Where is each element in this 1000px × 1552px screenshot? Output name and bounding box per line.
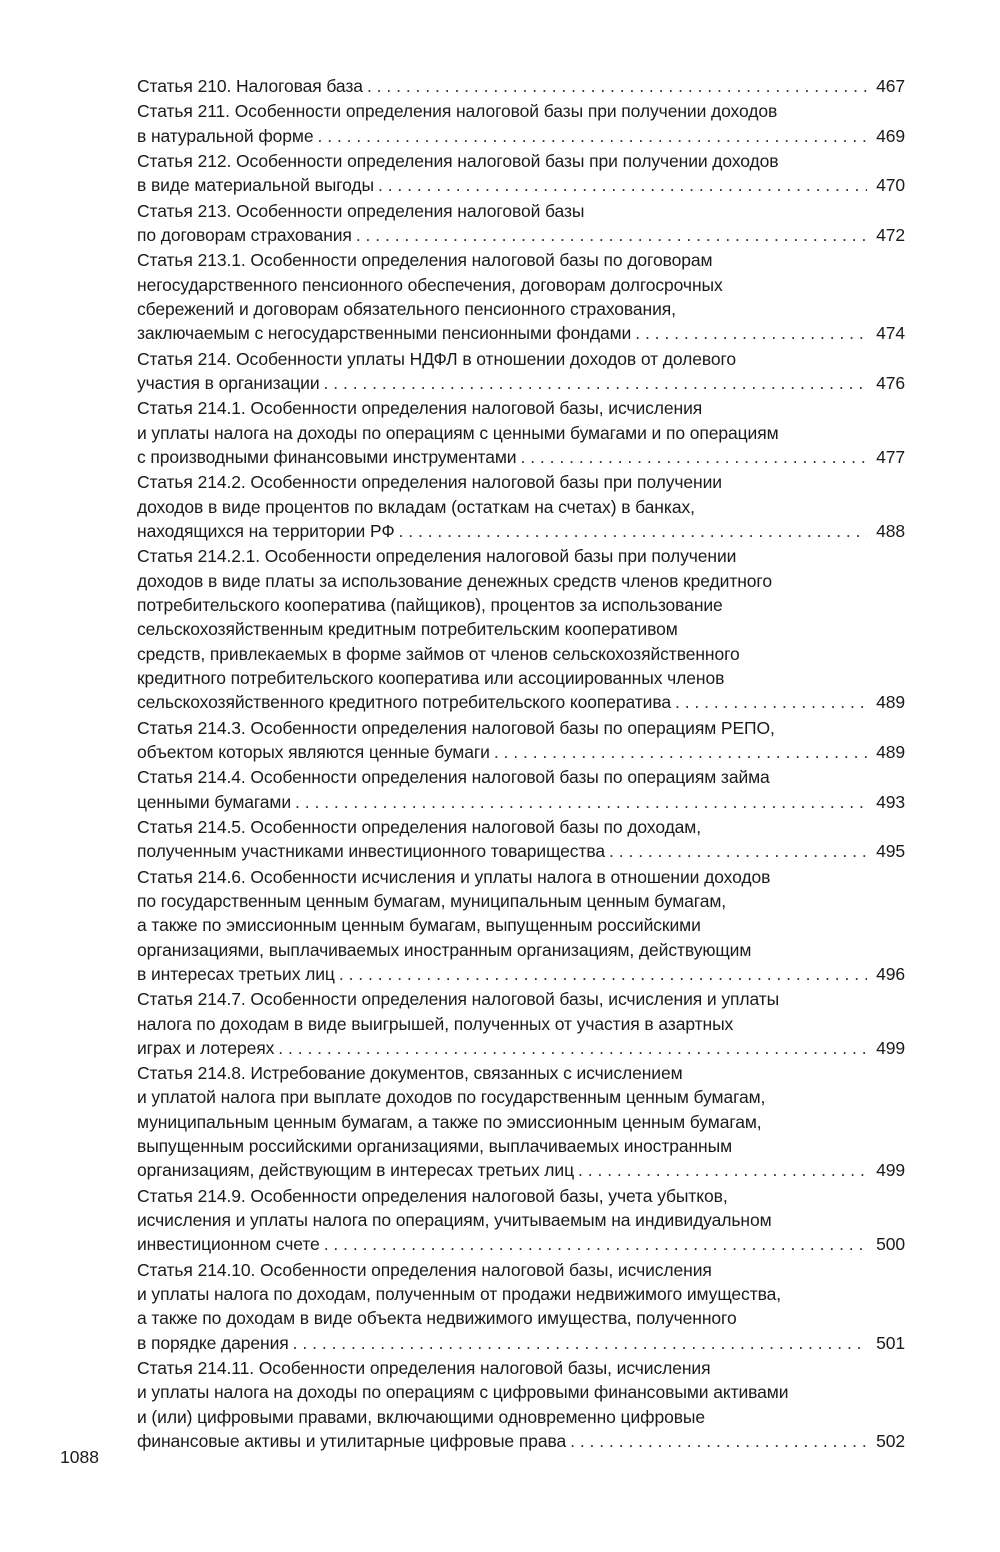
toc-entry-title-line: средств, привлекаемых в форме займов от членов сельскохозяйственного	[137, 643, 740, 664]
toc-entry-last-line	[137, 740, 905, 764]
toc-entry-title-line: полученным участниками инвестиционного товарищества	[137, 841, 606, 862]
toc-entry-title-line: Статья 211. Особенности определения налоговой базы при получении доходов	[137, 101, 778, 122]
toc-entry-title-line: Статья 214.3. Особенности определения налоговой базы по операциям РЕПО,	[137, 717, 775, 738]
toc-entry-last-line	[137, 1158, 905, 1182]
toc-entry-last-line	[137, 124, 905, 148]
toc-entry	[137, 765, 905, 814]
toc-entry-title-line: и уплаты налога на доходы по операциям с ценными бумагами и по операциям	[137, 422, 779, 443]
toc-entry-page: 472	[876, 225, 905, 246]
toc-entry-last-line	[137, 962, 905, 986]
toc-entry-title-line: выпущенным российскими организациями, выплачиваемых иностранным	[137, 1136, 733, 1157]
leader-dots	[635, 321, 867, 345]
toc-entry-page: 489	[876, 741, 905, 762]
toc-entry-page: 501	[876, 1332, 905, 1353]
toc-entry-title-line: и уплаты налога по доходам, полученным от продажи недвижимого имущества,	[137, 1284, 782, 1305]
leader-dots	[356, 223, 867, 247]
toc-entry-page: 499	[876, 1037, 905, 1058]
toc-entry	[137, 716, 905, 765]
toc-entry-last-line	[137, 690, 905, 714]
leader-dots	[520, 445, 867, 469]
toc-entry-page: 467	[876, 76, 905, 96]
toc-entry-title-line: Статья 214.9. Особенности определения налоговой базы, учета убытков,	[137, 1185, 728, 1206]
toc-entry	[137, 149, 905, 198]
toc-entry-title-line: негосударственного пенсионного обеспечения, договорам долгосрочных	[137, 274, 723, 295]
toc-entry-title-line: кредитного потребительского кооператива или ассоциированных членов	[137, 667, 725, 688]
toc-entry-title-line: по договорам страхования	[137, 225, 352, 246]
toc-entry-title-line: Статья 210. Налоговая база	[137, 76, 363, 96]
leader-dots	[399, 519, 867, 543]
toc-entry	[137, 1061, 905, 1182]
toc-entry-title-line: сельскохозяйственного кредитного потребительского кооператива	[137, 692, 671, 713]
leader-dots	[318, 124, 868, 148]
toc-entry-title-line: потребительского кооператива (пайщиков), процентов за использование	[137, 594, 723, 615]
toc-entry-last-line	[137, 223, 905, 247]
toc-entry-last-line	[137, 1036, 905, 1060]
toc-entry-title-line: Статья 213. Особенности определения налоговой базы	[137, 200, 585, 221]
toc-entry-page: 488	[876, 521, 905, 541]
toc-entry-last-line	[137, 445, 905, 469]
toc-entry-title-line: Статья 214.7. Особенности определения налоговой базы, исчисления и уплаты	[137, 989, 780, 1010]
toc-entry-last-line	[137, 1429, 905, 1453]
toc-entry	[137, 199, 905, 248]
toc-entry-last-line	[137, 1232, 905, 1256]
toc-entry-title-line: с производными финансовыми инструментами	[137, 447, 517, 468]
toc-entry-page: 496	[876, 963, 905, 984]
toc-entry-title-line: доходов в виде процентов по вкладам (остаткам на счетах) в банках,	[137, 496, 695, 517]
toc-entry-title-line: Статья 213.1. Особенности определения налоговой базы по договорам	[137, 250, 713, 271]
leader-dots	[378, 173, 867, 197]
toc-entry-title-line: Статья 214.10. Особенности определения налоговой базы, исчисления	[137, 1259, 712, 1280]
toc-entry-page: 476	[876, 373, 905, 394]
toc-entry-title-line: Статья 212. Особенности определения налоговой базы при получении доходов	[137, 151, 779, 172]
toc-entry-page: 502	[876, 1430, 905, 1451]
toc-entry	[137, 544, 905, 714]
toc-entry-title-line: и уплатой налога при выплате доходов по государственным ценным бумагам,	[137, 1087, 766, 1108]
leader-dots	[578, 1158, 867, 1182]
toc-entry-title-line: а также по доходам в виде объекта недвижимого имущества, полученного	[137, 1308, 737, 1329]
toc-entry-title-line: по государственным ценным бумагам, муниципальным ценным бумагам,	[137, 890, 727, 911]
toc-entry-page: 477	[876, 447, 905, 468]
leader-dots	[675, 690, 867, 714]
toc-entry-title-line: играх и лотереях	[137, 1037, 275, 1058]
toc-entry	[137, 396, 905, 469]
toc-entry-title-line: Статья 214.1. Особенности определения налоговой базы, исчисления	[137, 398, 703, 419]
toc-entry-title-line: объектом которых являются ценные бумаги	[137, 741, 490, 762]
toc-entry-page: 500	[876, 1234, 905, 1255]
toc-entry-title-line: Статья 214. Особенности уплаты НДФЛ в отношении доходов от долевого	[137, 348, 737, 369]
toc-entry-title-line: находящихся на территории РФ	[137, 521, 395, 541]
toc-entry-page: 495	[876, 841, 905, 862]
toc-entry-title-line: финансовые активы и утилитарные цифровые права	[137, 1430, 567, 1451]
toc-entry-title-line: Статья 214.11. Особенности определения налоговой базы, исчисления	[137, 1358, 711, 1379]
toc-entry-last-line	[137, 519, 905, 543]
toc-entry-page: 489	[876, 692, 905, 713]
toc-entry-title-line: организациями, выплачиваемых иностранным организациям, действующим	[137, 939, 752, 960]
toc-entry-page: 470	[876, 175, 905, 196]
leader-dots	[494, 740, 867, 764]
toc-entry-title-line: налога по доходам в виде выигрышей, полученных от участия в азартных	[137, 1013, 734, 1034]
toc-entry	[137, 987, 905, 1060]
toc-entry-page: 469	[876, 125, 905, 146]
toc-entry-title-line: а также по эмиссионным ценным бумагам, выпущенным российскими	[137, 915, 701, 936]
toc-entry	[137, 347, 905, 396]
toc-entry-title-line: сбережений и договорам обязательного пенсионного страхования,	[137, 299, 676, 320]
leader-dots	[339, 962, 867, 986]
toc-entry-title-line: в виде материальной выгоды	[137, 175, 374, 196]
toc-entry-title-line: сельскохозяйственным кредитным потребительским кооперативом	[137, 619, 678, 640]
toc-entry	[137, 1356, 905, 1453]
toc-entry-last-line	[137, 74, 905, 98]
toc-entry-page: 499	[876, 1160, 905, 1181]
toc-entry-title-line: Статья 214.8. Истребование документов, связанных с исчислением	[137, 1063, 683, 1084]
toc-entry-title-line: Статья 214.2.1. Особенности определения налоговой базы при получении	[137, 546, 737, 567]
toc-entry	[137, 1258, 905, 1355]
leader-dots	[324, 371, 867, 395]
toc-entry-title-line: и (или) цифровыми правами, включающими одновременно цифровые	[137, 1406, 706, 1427]
page-number: 1088	[60, 1447, 99, 1467]
leader-dots	[570, 1429, 867, 1453]
toc-entry-title-line: организациям, действующим в интересах третьих лиц	[137, 1160, 575, 1181]
toc-entry	[137, 815, 905, 864]
toc-entry-title-line: Статья 214.4. Особенности определения налоговой базы по операциям займа	[137, 767, 770, 788]
toc-entry	[137, 470, 905, 543]
table-of-contents	[137, 74, 905, 1453]
toc-entry-title-line: инвестиционном счете	[137, 1234, 320, 1255]
toc-entry	[137, 248, 905, 345]
toc-entry	[137, 1184, 905, 1257]
toc-entry-title-line: исчисления и уплаты налога по операциям, учитываемым на индивидуальном	[137, 1210, 772, 1231]
toc-entry-page: 474	[876, 323, 905, 344]
toc-entry-title-line: и уплаты налога на доходы по операциям с цифровыми финансовыми активами	[137, 1382, 789, 1403]
toc-entry-title-line: заключаемым с негосударственными пенсионными фондами	[137, 323, 632, 344]
toc-entry-title-line: Статья 214.6. Особенности исчисления и уплаты налога в отношении доходов	[137, 866, 771, 887]
toc-entry-last-line	[137, 839, 905, 863]
toc-entry	[137, 99, 905, 148]
toc-entry	[137, 865, 905, 986]
leader-dots	[295, 790, 867, 814]
toc-entry-page: 493	[876, 791, 905, 812]
toc-entry-title-line: муниципальным ценным бумагам, а также по эмиссионным ценным бумагам,	[137, 1111, 762, 1132]
toc-entry-last-line	[137, 321, 905, 345]
toc-entry-title-line: участия в организации	[137, 373, 320, 394]
toc-entry-last-line	[137, 790, 905, 814]
toc-entry-title-line: в натуральной форме	[137, 125, 314, 146]
toc-entry-last-line	[137, 173, 905, 197]
leader-dots	[278, 1036, 867, 1060]
toc-entry-title-line: ценными бумагами	[137, 791, 292, 812]
leader-dots	[293, 1331, 867, 1355]
leader-dots	[609, 839, 867, 863]
toc-entry-title-line: Статья 214.5. Особенности определения налоговой базы по доходам,	[137, 816, 701, 837]
toc-entry-title-line: в порядке дарения	[137, 1332, 289, 1353]
leader-dots	[367, 74, 867, 98]
toc-entry-title-line: в интересах третьих лиц	[137, 963, 335, 984]
toc-entry-title-line: Статья 214.2. Особенности определения налоговой базы при получении	[137, 472, 722, 493]
leader-dots	[324, 1232, 867, 1256]
toc-entry-title-line: доходов в виде платы за использование денежных средств членов кредитного	[137, 570, 772, 591]
toc-entry	[137, 74, 905, 98]
toc-entry-last-line	[137, 1331, 905, 1355]
toc-entry-last-line	[137, 371, 905, 395]
